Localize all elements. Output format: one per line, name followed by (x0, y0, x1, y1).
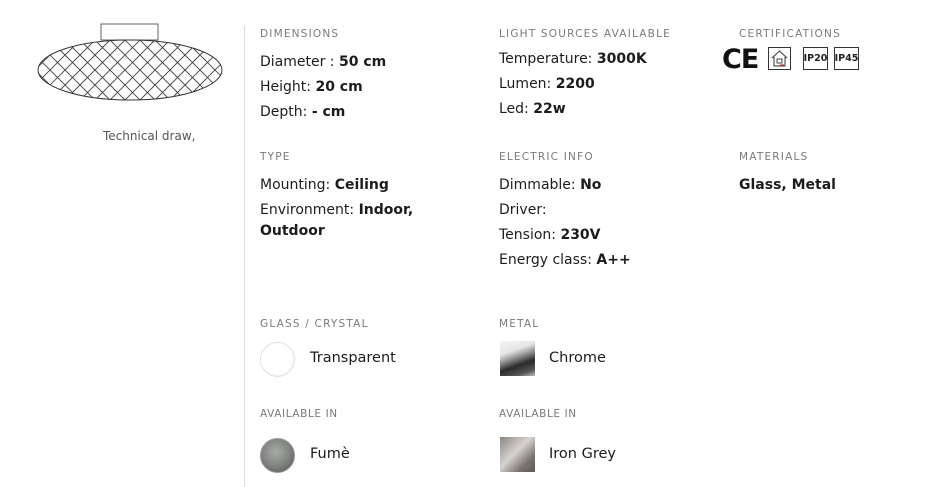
led-label: Led: (499, 101, 534, 117)
diameter-value: 50 cm (338, 54, 387, 70)
environment-label: Environment: (260, 202, 359, 218)
mounting-value: Ceiling (334, 177, 389, 193)
glass-title: GLASS / CRYSTAL (260, 318, 369, 330)
energy-class-value: A++ (596, 252, 631, 268)
electric-info-list (499, 173, 631, 273)
iron-grey-swatch[interactable] (500, 437, 535, 472)
light-sources-title: LIGHT SOURCES AVAILABLE (499, 28, 671, 40)
environment-row (260, 198, 413, 223)
depth-value: - cm (311, 104, 346, 120)
type-list (260, 173, 413, 240)
glass-option-fume[interactable]: Fumè (310, 446, 350, 462)
materials-title: MATERIALS (739, 151, 809, 163)
glass-option-transparent[interactable]: Transparent (310, 350, 396, 366)
temperature-row (499, 47, 647, 72)
environment-row-cont (260, 223, 413, 240)
transparent-swatch[interactable] (260, 342, 295, 377)
dimensions-title: DIMENSIONS (260, 28, 340, 40)
energy-class-row (499, 248, 631, 273)
ip45-icon: IP45 (834, 47, 859, 70)
temperature-label: Temperature: (499, 51, 597, 67)
driver-label: Driver: (499, 202, 547, 218)
lumen-value: 2200 (555, 76, 595, 92)
light-sources-list (499, 47, 647, 122)
metal-option-chrome[interactable]: Chrome (549, 350, 606, 366)
ip20-icon: IP20 (803, 47, 828, 70)
chrome-swatch[interactable] (500, 341, 535, 376)
electric-info-title: ELECTRIC INFO (499, 151, 594, 163)
temperature-value: 3000K (596, 51, 647, 67)
fume-swatch[interactable] (260, 438, 295, 473)
dimmable-row (499, 173, 631, 198)
lumen-row (499, 72, 647, 97)
house-appliance-icon (768, 47, 791, 70)
driver-row (499, 198, 631, 223)
led-value: 22w (533, 101, 566, 117)
lumen-label: Lumen: (499, 76, 556, 92)
drawing-caption: Technical draw, (103, 129, 196, 143)
height-label: Height: (260, 79, 316, 95)
led-row (499, 97, 647, 122)
height-row (260, 75, 386, 100)
diameter-label: Diameter : (260, 54, 339, 70)
tension-value: 230V (560, 227, 601, 243)
materials-value-text: Glass, Metal (739, 177, 836, 193)
dimmable-label: Dimmable: (499, 177, 581, 193)
tension-row (499, 223, 631, 248)
metal-available-title: AVAILABLE IN (499, 408, 577, 420)
dimensions-list (260, 50, 386, 125)
certifications-title: CERTIFICATIONS (739, 28, 841, 40)
glass-available-title: AVAILABLE IN (260, 408, 338, 420)
environment-value-2: Outdoor (260, 223, 325, 239)
energy-class-label: Energy class: (499, 252, 597, 268)
mounting-row (260, 173, 413, 198)
diameter-row (260, 50, 386, 75)
dimmable-value: No (580, 177, 602, 193)
type-title: TYPE (260, 151, 291, 163)
tension-label: Tension: (499, 227, 561, 243)
column-divider (244, 26, 245, 487)
height-value: 20 cm (315, 79, 363, 95)
depth-row (260, 100, 386, 125)
metal-title: METAL (499, 318, 540, 330)
environment-value: Indoor, (358, 202, 414, 218)
mounting-label: Mounting: (260, 177, 335, 193)
depth-label: Depth: (260, 104, 312, 120)
ce-mark-icon: CE (722, 44, 759, 75)
materials-value (739, 173, 836, 198)
technical-drawing (35, 22, 225, 104)
metal-option-iron-grey[interactable]: Iron Grey (549, 446, 616, 462)
